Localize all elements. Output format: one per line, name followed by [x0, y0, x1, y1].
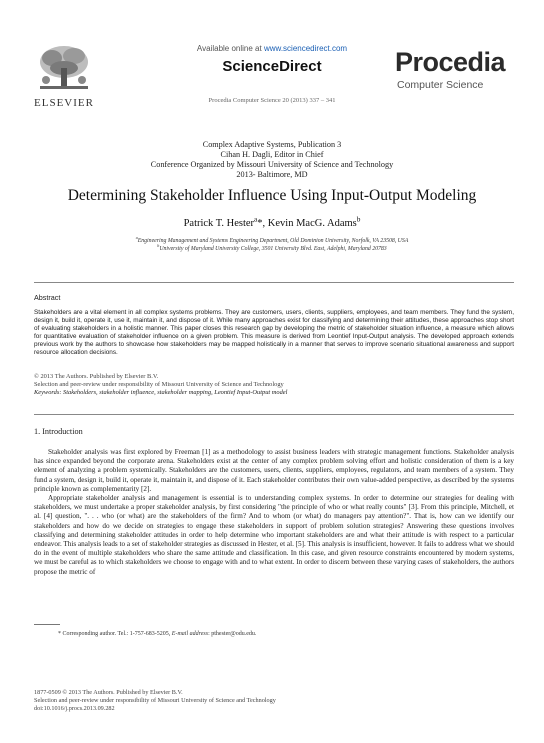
affiliation-a	[0, 237, 544, 245]
conference-line-2: Cihan H. Dagli, Editor in Chief	[220, 150, 324, 159]
sciencedirect-url-link[interactable]: www.sciencedirect.com	[263, 44, 348, 53]
footnote-text: Corresponding author. Tel.: 1-757-683-5205,	[62, 631, 172, 637]
abstract-body: Stakeholders are a vital element in all complex systems problems. They are customers, users, clients, suppliers, employees, and team members. They fund the system, design it, build it, operate it, use it, maintain it, and dispose of it. While many approaches exist for classifying and determining their attitudes, these approaches stop short of evaluating stakeholders in a holistic manner. This paper closes this research gap by developing the metric of stakeholder situation influence, a measure which allows for quantitative evaluation of stakeholder influence on a given problem. This measure is derived from Leontief Input-Output analysis. The developed approach extends previous work by the authors to showcase how stakeholders may be mapped holistically in a manner that serves to improve scenario situational awareness and support resource allocation decisions.	[34, 309, 514, 357]
affil-b-text: University of Maryland University College, 3501 University Blvd. East, Adelphi, Maryland 20783	[159, 246, 387, 252]
doi-link[interactable]: doi:10.1016/j.procs.2013.09.282	[34, 705, 115, 713]
page-header	[0, 0, 544, 110]
sciencedirect-logo-text: ScienceDirect	[222, 58, 322, 75]
journal-reference: Procedia Computer Science 20 (2013) 337 – 341	[208, 97, 336, 104]
procedia-logo	[395, 48, 513, 104]
introduction-heading: 1. Introduction	[34, 427, 83, 436]
email-label: E-mail address	[171, 631, 209, 637]
divider-top	[34, 282, 514, 283]
conference-line-3: Conference Organized by Missouri University of Science and Technology	[150, 160, 394, 169]
available-prefix: Available online at	[196, 44, 264, 53]
conference-info	[0, 140, 544, 180]
affil-a-text: Engineering Management and Systems Engineering Department, Old Dominion University, Norfolk, VA 23508, USA	[137, 238, 409, 244]
author-1: Patrick T. Hester	[183, 218, 255, 229]
abstract-meta	[34, 373, 514, 398]
affil-a-sup: a	[135, 235, 138, 241]
paper-title: Determining Stakeholder Influence Using Input-Output Modeling	[67, 187, 477, 204]
author-list	[0, 214, 544, 229]
author-1-affil-sup: a	[254, 214, 258, 224]
footnote-star: *	[58, 631, 63, 637]
conference-line-1: Complex Adaptive Systems, Publication 3	[202, 140, 342, 149]
footnote-rule	[34, 624, 60, 625]
intro-paragraph-1: Stakeholder analysis was first explored by Freeman [1] as a methodology to assist business leaders with strategic management functions. Stakeholder analysis has since expanded beyond the corporate arena. Stakeholders exist at the center of any complex problem solving effort and holistic consideration of them is a key element of analyzing a problem systemically. Stakeholders are the customers, users, clients, suppliers, employees, regulators, and team members of a system. They fund a system, design it, build it, operate it, maintain it, and dispose of it. Each stakeholder contributes their own value-added perspective, as described by the systems principle known as complementarity [2].	[34, 448, 514, 493]
keywords-line: Keywords: Stakeholders, stakeholder influence, stakeholder mapping, Leontief Input-Output model	[34, 389, 288, 397]
page-footer	[34, 689, 514, 714]
procedia-title: Procedia	[395, 47, 506, 77]
issn-line: 1877-0509 © 2013 The Authors. Published by Elsevier B.V.	[34, 689, 183, 696]
procedia-subtitle: Computer Science	[397, 79, 484, 91]
author-2-affil-sup: b	[356, 214, 361, 224]
email-address: : pthester@odu.edu.	[208, 631, 257, 637]
affil-b-sup: b	[157, 243, 160, 249]
author-separator: ,	[262, 218, 268, 229]
conference-line-4: 2013- Baltimore, MD	[236, 170, 308, 179]
affiliations	[0, 237, 544, 253]
intro-paragraph-2: Appropriate stakeholder analysis and management is essential is to understanding complex systems. In order to determine our strategies for dealing with stakeholders, we must undertake a proper stakeholder analysis, by first considering "the principle of who or what really counts" [3]. From this principle, Mitchell, et al. [4] question, ". . . who (or what) are the stakeholders of the firm? And to whom (or what) do managers pay attention?". That is, how can we identify our stakeholders and how do we decide on strategies to engage these stakeholders in support of problem solution strategies? Answering these questions involves classifying and determining stakeholder attitudes in order to help determine who important stakeholders are and what their attitude is with respect to a particular endeavor. This analysis leads to a set of stakeholder strategies as discussed in Hester, et al. [5]. This analysis is insufficient, however. It fails to address what we should do in the event of multiple stakeholders who share the same attitude and classification. In this case, and given resource constraints encountered by modern systems, we must be careful as to which stakeholders we choose to engage with and to what extent. In order to discern between these varying cases of stakeholders, the authors propose the metric of	[34, 494, 514, 576]
peer-review-line: Selection and peer-review under responsibility of Missouri University of Science and Technology	[34, 381, 284, 389]
abstract-heading: Abstract	[34, 293, 61, 302]
introduction-body	[34, 448, 514, 577]
copyright-line: © 2013 The Authors. Published by Elsevier B.V.	[34, 373, 159, 380]
corresponding-star: *	[257, 218, 263, 229]
elsevier-logo-text: ELSEVIER	[34, 97, 94, 109]
affiliation-b	[0, 245, 544, 253]
author-2: Kevin MacG. Adams	[267, 218, 357, 229]
divider-bottom	[34, 414, 514, 415]
footer-peer-review: Selection and peer-review under responsibility of Missouri University of Science and Technology	[34, 697, 276, 705]
footnote	[58, 631, 256, 637]
